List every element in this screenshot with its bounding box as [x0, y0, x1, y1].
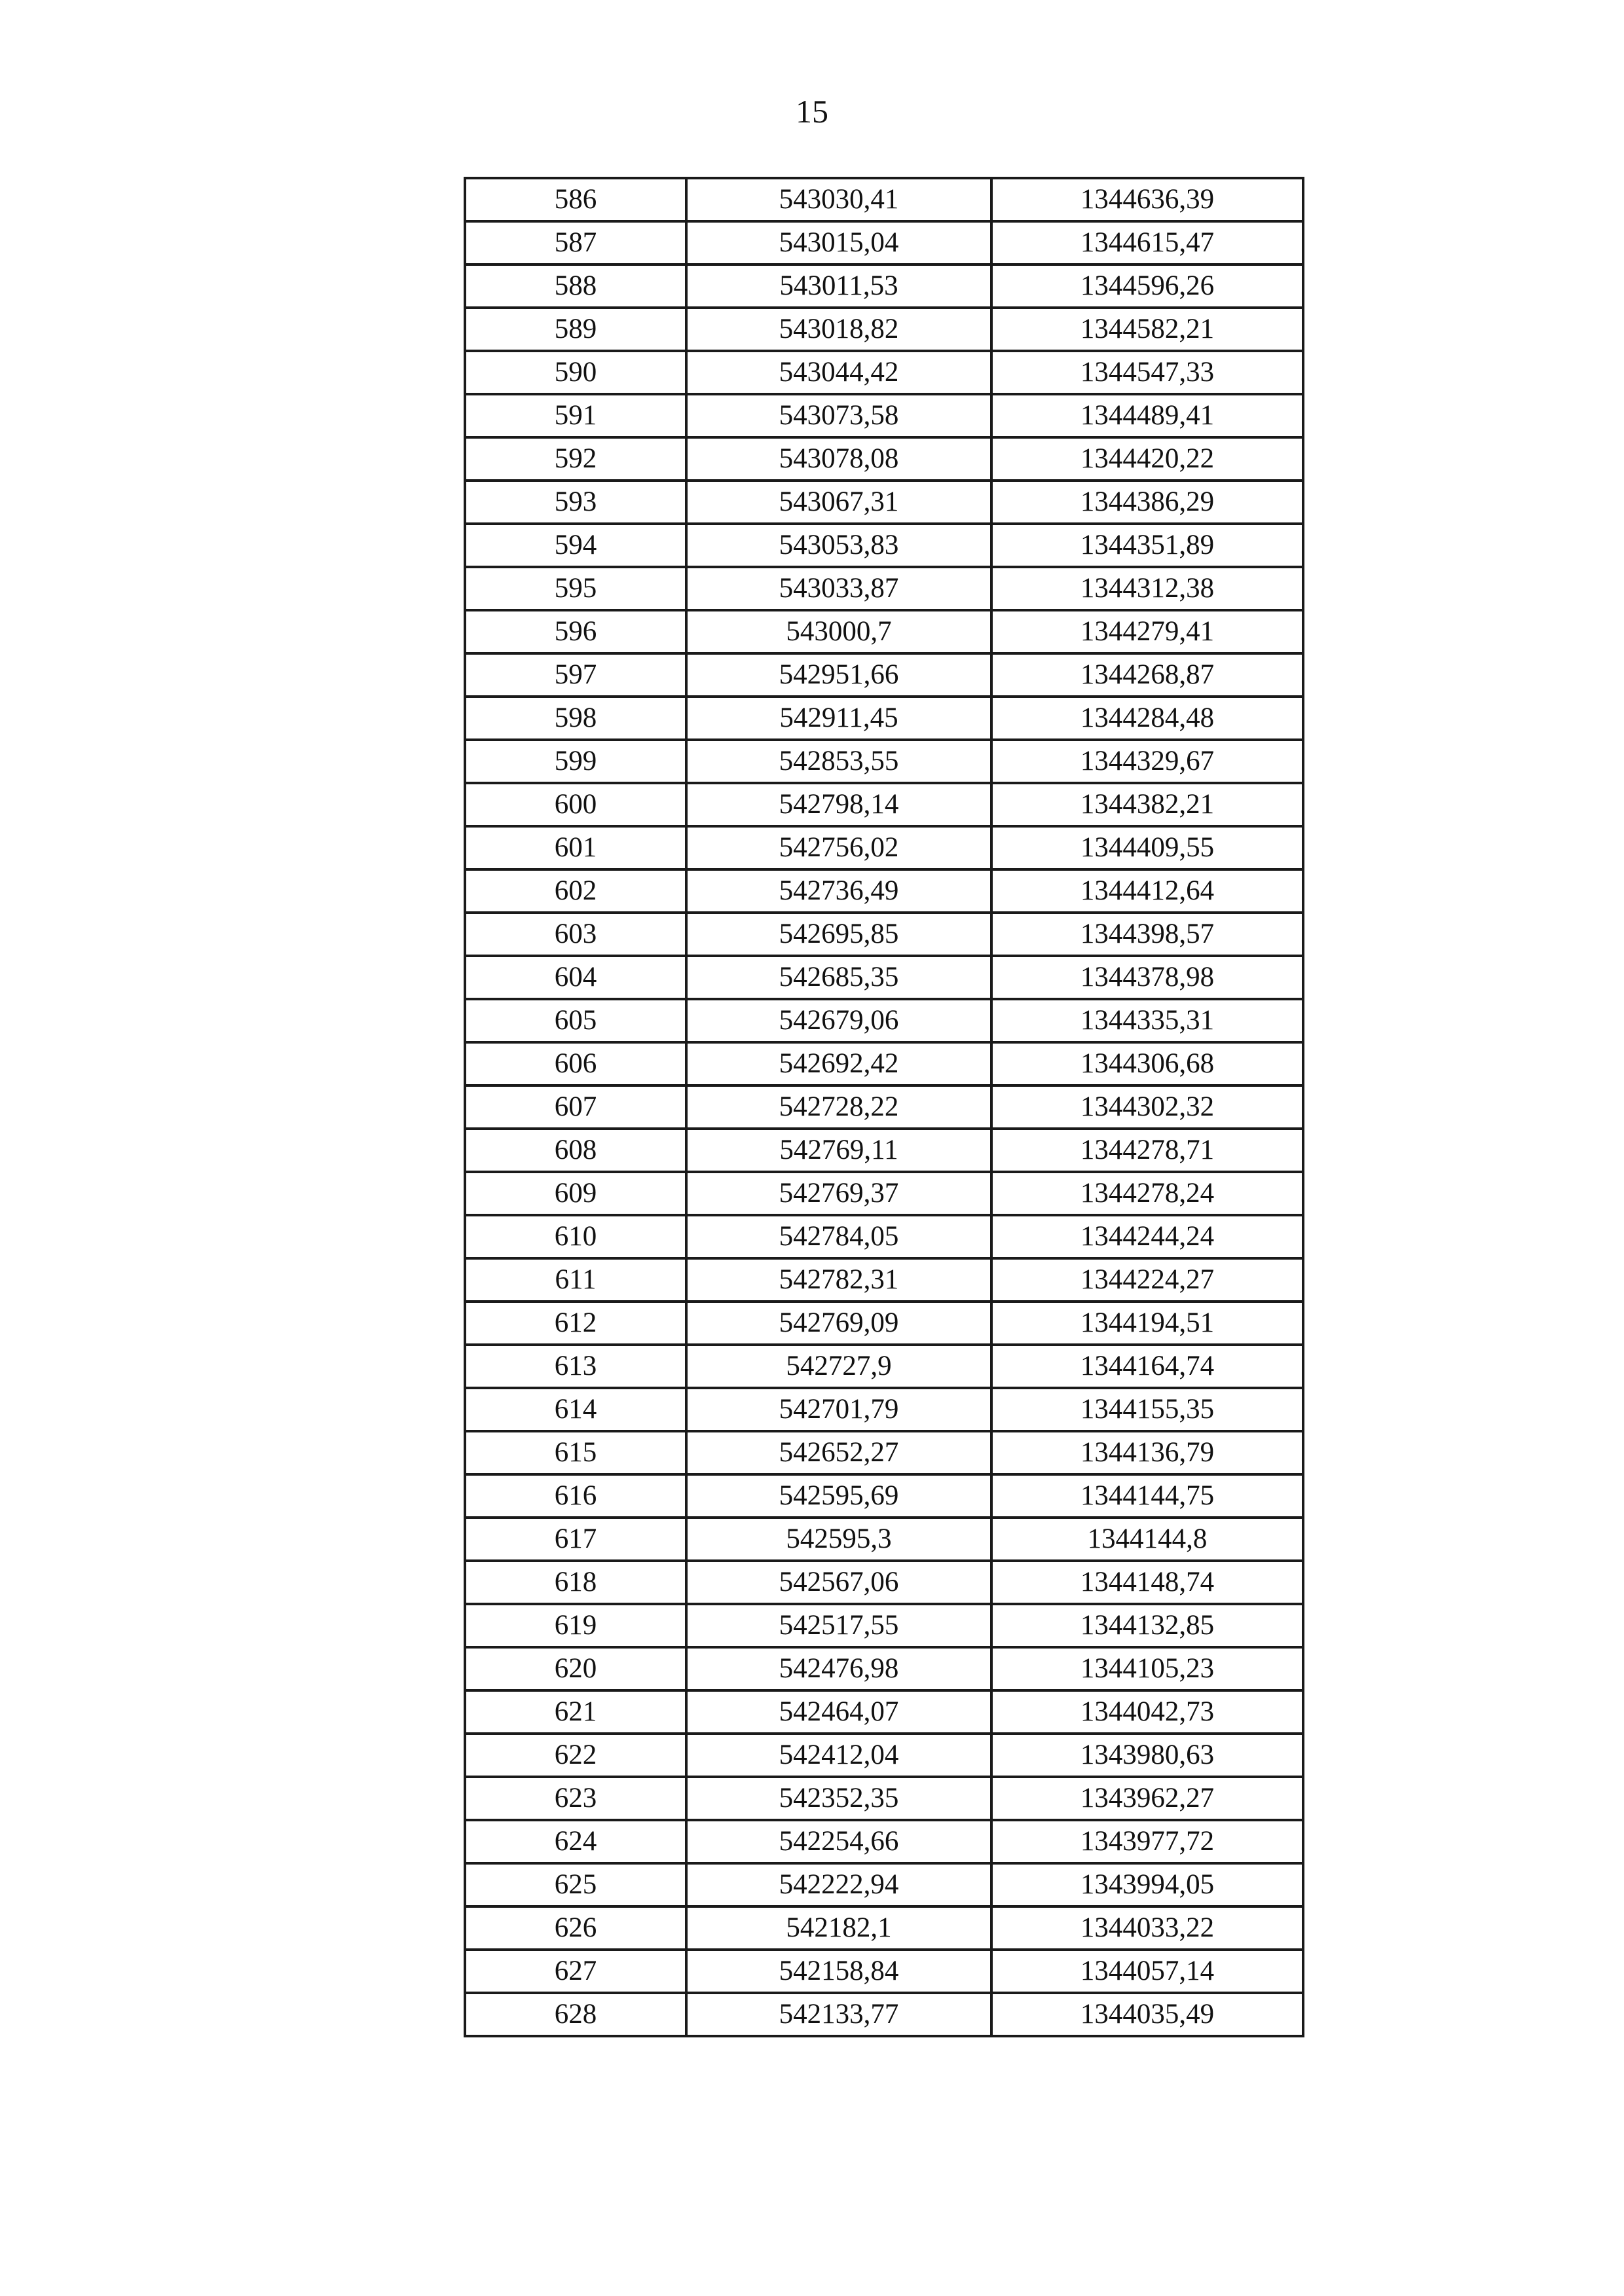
- point-number-cell: 615: [465, 1431, 686, 1474]
- point-number-cell: 591: [465, 394, 686, 437]
- table-row: [465, 999, 1303, 1042]
- table-row: [465, 1215, 1303, 1258]
- x-coordinate-cell: 543000,7: [686, 610, 991, 653]
- point-number-cell: 599: [465, 740, 686, 783]
- y-coordinate-cell: 1344306,68: [991, 1042, 1303, 1085]
- table-row: [465, 826, 1303, 869]
- y-coordinate-cell: 1343980,63: [991, 1734, 1303, 1777]
- table-row: [465, 956, 1303, 999]
- y-coordinate-cell: 1344329,67: [991, 740, 1303, 783]
- x-coordinate-cell: 543044,42: [686, 351, 991, 394]
- y-coordinate-cell: 1344194,51: [991, 1302, 1303, 1345]
- x-coordinate-cell: 542756,02: [686, 826, 991, 869]
- x-coordinate-cell: 543015,04: [686, 221, 991, 264]
- x-coordinate-cell: 542769,11: [686, 1129, 991, 1172]
- point-number-cell: 597: [465, 653, 686, 697]
- x-coordinate-cell: 542595,69: [686, 1474, 991, 1518]
- x-coordinate-cell: 542685,35: [686, 956, 991, 999]
- table-row: [465, 1777, 1303, 1820]
- point-number-cell: 618: [465, 1561, 686, 1604]
- y-coordinate-cell: 1344489,41: [991, 394, 1303, 437]
- y-coordinate-cell: 1344636,39: [991, 178, 1303, 221]
- table-row: [465, 653, 1303, 697]
- x-coordinate-cell: 542652,27: [686, 1431, 991, 1474]
- y-coordinate-cell: 1344547,33: [991, 351, 1303, 394]
- table-row: [465, 481, 1303, 524]
- page-number: 15: [796, 93, 828, 130]
- x-coordinate-cell: 543073,58: [686, 394, 991, 437]
- y-coordinate-cell: 1344155,35: [991, 1388, 1303, 1431]
- y-coordinate-cell: 1344378,98: [991, 956, 1303, 999]
- x-coordinate-cell: 542595,3: [686, 1518, 991, 1561]
- table-row: [465, 308, 1303, 351]
- x-coordinate-cell: 542679,06: [686, 999, 991, 1042]
- table-row: [465, 1302, 1303, 1345]
- x-coordinate-cell: 542464,07: [686, 1690, 991, 1734]
- point-number-cell: 616: [465, 1474, 686, 1518]
- point-number-cell: 625: [465, 1863, 686, 1906]
- point-number-cell: 586: [465, 178, 686, 221]
- point-number-cell: 613: [465, 1345, 686, 1388]
- table-row: [465, 264, 1303, 308]
- y-coordinate-cell: 1344351,89: [991, 524, 1303, 567]
- point-number-cell: 623: [465, 1777, 686, 1820]
- point-number-cell: 596: [465, 610, 686, 653]
- point-number-cell: 605: [465, 999, 686, 1042]
- y-coordinate-cell: 1344268,87: [991, 653, 1303, 697]
- table-row: [465, 178, 1303, 221]
- table-row: [465, 351, 1303, 394]
- table-row: [465, 1345, 1303, 1388]
- x-coordinate-cell: 542728,22: [686, 1085, 991, 1129]
- x-coordinate-cell: 542727,9: [686, 1345, 991, 1388]
- point-number-cell: 587: [465, 221, 686, 264]
- x-coordinate-cell: 542853,55: [686, 740, 991, 783]
- table-row: [465, 783, 1303, 826]
- y-coordinate-cell: 1343962,27: [991, 1777, 1303, 1820]
- x-coordinate-cell: 543033,87: [686, 567, 991, 610]
- x-coordinate-cell: 542695,85: [686, 913, 991, 956]
- point-number-cell: 617: [465, 1518, 686, 1561]
- x-coordinate-cell: 542736,49: [686, 869, 991, 913]
- x-coordinate-cell: 542769,37: [686, 1172, 991, 1215]
- point-number-cell: 628: [465, 1993, 686, 2036]
- x-coordinate-cell: 543067,31: [686, 481, 991, 524]
- point-number-cell: 601: [465, 826, 686, 869]
- point-number-cell: 614: [465, 1388, 686, 1431]
- x-coordinate-cell: 543011,53: [686, 264, 991, 308]
- table-row: [465, 1129, 1303, 1172]
- table-row: [465, 740, 1303, 783]
- table-row: [465, 1950, 1303, 1993]
- x-coordinate-cell: 542412,04: [686, 1734, 991, 1777]
- x-coordinate-cell: 542911,45: [686, 697, 991, 740]
- y-coordinate-cell: 1344042,73: [991, 1690, 1303, 1734]
- point-number-cell: 588: [465, 264, 686, 308]
- y-coordinate-cell: 1344164,74: [991, 1345, 1303, 1388]
- y-coordinate-cell: 1344409,55: [991, 826, 1303, 869]
- table-row: [465, 1690, 1303, 1734]
- x-coordinate-cell: 542769,09: [686, 1302, 991, 1345]
- table-row: [465, 1518, 1303, 1561]
- table-row: [465, 1820, 1303, 1863]
- point-number-cell: 611: [465, 1258, 686, 1302]
- point-number-cell: 624: [465, 1820, 686, 1863]
- point-number-cell: 608: [465, 1129, 686, 1172]
- y-coordinate-cell: 1344596,26: [991, 264, 1303, 308]
- x-coordinate-cell: 542517,55: [686, 1604, 991, 1647]
- y-coordinate-cell: 1344057,14: [991, 1950, 1303, 1993]
- point-number-cell: 598: [465, 697, 686, 740]
- table-row: [465, 1863, 1303, 1906]
- table-row: [465, 869, 1303, 913]
- point-number-cell: 606: [465, 1042, 686, 1085]
- point-number-cell: 602: [465, 869, 686, 913]
- point-number-cell: 627: [465, 1950, 686, 1993]
- point-number-cell: 621: [465, 1690, 686, 1734]
- x-coordinate-cell: 543078,08: [686, 437, 991, 481]
- table-row: [465, 394, 1303, 437]
- y-coordinate-cell: 1344144,8: [991, 1518, 1303, 1561]
- point-number-cell: 604: [465, 956, 686, 999]
- table-row: [465, 1042, 1303, 1085]
- point-number-cell: 592: [465, 437, 686, 481]
- y-coordinate-cell: 1344420,22: [991, 437, 1303, 481]
- table-row: [465, 1474, 1303, 1518]
- point-number-cell: 594: [465, 524, 686, 567]
- x-coordinate-cell: 542798,14: [686, 783, 991, 826]
- x-coordinate-cell: 542158,84: [686, 1950, 991, 1993]
- point-number-cell: 622: [465, 1734, 686, 1777]
- x-coordinate-cell: 542133,77: [686, 1993, 991, 2036]
- y-coordinate-cell: 1344244,24: [991, 1215, 1303, 1258]
- y-coordinate-cell: 1344144,75: [991, 1474, 1303, 1518]
- y-coordinate-cell: 1344398,57: [991, 913, 1303, 956]
- y-coordinate-cell: 1344033,22: [991, 1906, 1303, 1950]
- point-number-cell: 626: [465, 1906, 686, 1950]
- y-coordinate-cell: 1344312,38: [991, 567, 1303, 610]
- y-coordinate-cell: 1344382,21: [991, 783, 1303, 826]
- x-coordinate-cell: 542701,79: [686, 1388, 991, 1431]
- x-coordinate-cell: 542782,31: [686, 1258, 991, 1302]
- table-row: [465, 1993, 1303, 2036]
- y-coordinate-cell: 1344035,49: [991, 1993, 1303, 2036]
- table-row: [465, 697, 1303, 740]
- y-coordinate-cell: 1344132,85: [991, 1604, 1303, 1647]
- point-number-cell: 620: [465, 1647, 686, 1690]
- x-coordinate-cell: 543030,41: [686, 178, 991, 221]
- y-coordinate-cell: 1344386,29: [991, 481, 1303, 524]
- y-coordinate-cell: 1344224,27: [991, 1258, 1303, 1302]
- table-row: [465, 1388, 1303, 1431]
- y-coordinate-cell: 1344302,32: [991, 1085, 1303, 1129]
- y-coordinate-cell: 1343994,05: [991, 1863, 1303, 1906]
- y-coordinate-cell: 1343977,72: [991, 1820, 1303, 1863]
- y-coordinate-cell: 1344615,47: [991, 221, 1303, 264]
- table-row: [465, 1172, 1303, 1215]
- point-number-cell: 610: [465, 1215, 686, 1258]
- table-row: [465, 221, 1303, 264]
- coordinates-table-body: [465, 178, 1303, 2036]
- y-coordinate-cell: 1344284,48: [991, 697, 1303, 740]
- table-row: [465, 913, 1303, 956]
- table-row: [465, 1734, 1303, 1777]
- table-row: [465, 1431, 1303, 1474]
- point-number-cell: 600: [465, 783, 686, 826]
- y-coordinate-cell: 1344278,71: [991, 1129, 1303, 1172]
- table-row: [465, 524, 1303, 567]
- y-coordinate-cell: 1344105,23: [991, 1647, 1303, 1690]
- point-number-cell: 589: [465, 308, 686, 351]
- point-number-cell: 603: [465, 913, 686, 956]
- x-coordinate-cell: 542784,05: [686, 1215, 991, 1258]
- x-coordinate-cell: 542222,94: [686, 1863, 991, 1906]
- x-coordinate-cell: 542951,66: [686, 653, 991, 697]
- table-row: [465, 1561, 1303, 1604]
- y-coordinate-cell: 1344279,41: [991, 610, 1303, 653]
- x-coordinate-cell: 542254,66: [686, 1820, 991, 1863]
- table-row: [465, 567, 1303, 610]
- table-row: [465, 437, 1303, 481]
- y-coordinate-cell: 1344136,79: [991, 1431, 1303, 1474]
- point-number-cell: 619: [465, 1604, 686, 1647]
- x-coordinate-cell: 542352,35: [686, 1777, 991, 1820]
- x-coordinate-cell: 542182,1: [686, 1906, 991, 1950]
- point-number-cell: 595: [465, 567, 686, 610]
- table-row: [465, 1085, 1303, 1129]
- point-number-cell: 593: [465, 481, 686, 524]
- point-number-cell: 590: [465, 351, 686, 394]
- point-number-cell: 609: [465, 1172, 686, 1215]
- table-row: [465, 610, 1303, 653]
- table-row: [465, 1647, 1303, 1690]
- table-row: [465, 1258, 1303, 1302]
- table-row: [465, 1906, 1303, 1950]
- x-coordinate-cell: 543018,82: [686, 308, 991, 351]
- y-coordinate-cell: 1344582,21: [991, 308, 1303, 351]
- y-coordinate-cell: 1344148,74: [991, 1561, 1303, 1604]
- y-coordinate-cell: 1344412,64: [991, 869, 1303, 913]
- x-coordinate-cell: 542567,06: [686, 1561, 991, 1604]
- x-coordinate-cell: 542692,42: [686, 1042, 991, 1085]
- y-coordinate-cell: 1344278,24: [991, 1172, 1303, 1215]
- coordinates-table: [464, 177, 1304, 2037]
- x-coordinate-cell: 543053,83: [686, 524, 991, 567]
- x-coordinate-cell: 542476,98: [686, 1647, 991, 1690]
- point-number-cell: 607: [465, 1085, 686, 1129]
- y-coordinate-cell: 1344335,31: [991, 999, 1303, 1042]
- point-number-cell: 612: [465, 1302, 686, 1345]
- table-row: [465, 1604, 1303, 1647]
